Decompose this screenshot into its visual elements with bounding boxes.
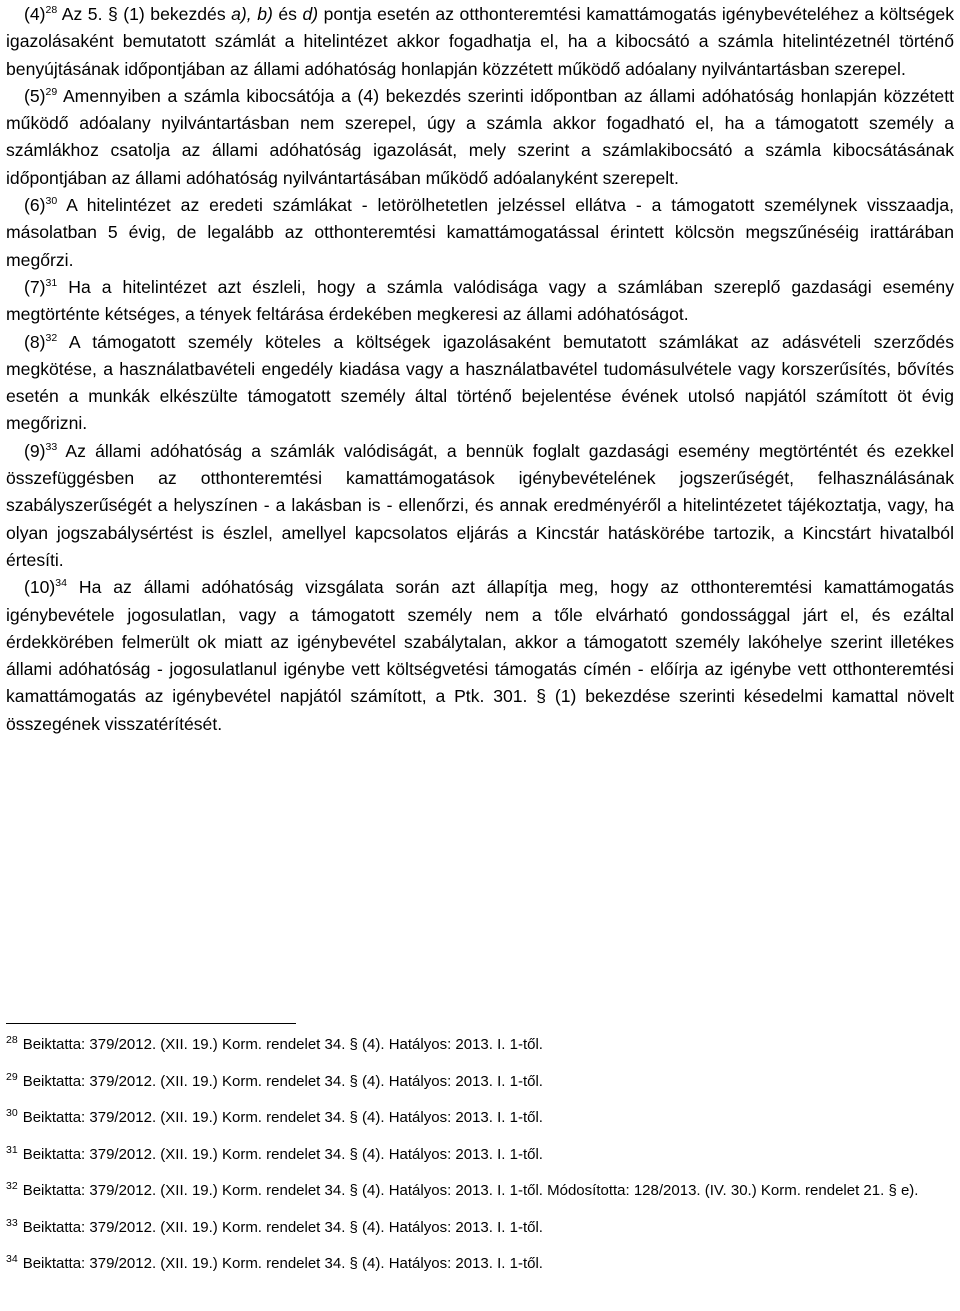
paragraph-text: Ha a hitelintézet azt észleli, hogy a számla valódisága vagy a számlában szereplő gazdasági esemény megtörténte kétséges, a tények feltárása érdekében megkeresi az állami adóhatóságot.: [6, 276, 955, 325]
footnote-text: Beiktatta: 379/2012. (XII. 19.) Korm. rendelet 34. § (4). Hatályos: 2013. I. 1-től.: [22, 1036, 543, 1053]
document-page: [6, 0, 954, 1311]
paragraph-number: $(10)^{34}$: [24, 577, 67, 598]
paragraph-4: [6, 1, 954, 83]
footnote-text: Beiktatta: 379/2012. (XII. 19.) Korm. rendelet 34. § (4). Hatályos: 2013. I. 1-től. Módosította: 128/2013. (IV. 30.) Korm. rendelet 21. § e).: [22, 1182, 919, 1199]
paragraph-10: [6, 574, 954, 738]
footnote-marker: 33: [6, 1216, 18, 1229]
footnote-text: Beiktatta: 379/2012. (XII. 19.) Korm. rendelet 34. § (4). Hatályos: 2013. I. 1-től.: [22, 1072, 543, 1090]
footnote-reference[interactable]: 28: [45, 4, 58, 16]
document-body: [6, 1, 954, 738]
footnote-text: Beiktatta: 379/2012. (XII. 19.) Korm. rendelet 34. § (4). Hatályos: 2013. I. 1-től.: [22, 1145, 543, 1163]
paragraph-text: Amennyiben a számla kibocsátója a (4) bekezdés szerinti időpontban az állami adóhatóság honlapján közzétett működő adóalany nyilvántartásban nem szerepel, úgy a számla akkor fogadható el, ha a támogatott személy a számlákhoz csatolja az állami adóhatóság igazolását, mely szerint a számlakibocsátó a számla kibocsátásának időpontjában az állami adóhatóság nyilvántartásában működő adóalanyként szerepelt.: [6, 85, 954, 188]
footnote-marker: 31: [6, 1143, 18, 1156]
footnote-text: Beiktatta: 379/2012. (XII. 19.) Korm. rendelet 34. § (4). Hatályos: 2013. I. 1-től.: [22, 1255, 543, 1272]
footnote-reference[interactable]: 33: [45, 440, 58, 453]
footnote-30: [6, 1107, 954, 1128]
paragraph-number: $(7)^{31}$: [24, 276, 58, 297]
footnote-marker: 28: [6, 1034, 18, 1046]
paragraph-5: [6, 83, 954, 192]
paragraph-number: $(8)^{32}$: [24, 331, 58, 352]
paragraph-number: $(6)^{30}$: [24, 195, 58, 216]
footnote-marker: 30: [6, 1107, 18, 1119]
footnote-28: [6, 1034, 954, 1055]
footnote-32: [6, 1180, 954, 1201]
footnote-31: [6, 1144, 954, 1165]
footnote-marker: 34: [6, 1253, 18, 1265]
footnote-reference[interactable]: 32: [45, 331, 58, 344]
footnote-text: Beiktatta: 379/2012. (XII. 19.) Korm. rendelet 34. § (4). Hatályos: 2013. I. 1-től.: [22, 1109, 543, 1126]
paragraph-text: Ha az állami adóhatóság vizsgálata során azt állapítja meg, hogy az otthonteremtési kamattámogatás igénybevétele jogosulatlan, vagy a támogatott személy nem a tőle elvárható gondossággal járt el, és ezáltal érdekkörében felmerült ok miatt az igénybevétel szabálytalan, akkor a támogatott személy lakóhelye szerint illetékes állami adóhatóság - jogosulatlanul igénybe vett költségvetési támogatás címén - előírja az igénybe vett otthonteremtési kamattámogatás az igénybevétel napjától számított, a Ptk. 301. § (1) bekezdése szerinti késedelmi kamattal növelt összegének visszatérítését.: [6, 577, 954, 734]
paragraph-8: [6, 329, 954, 438]
footnote-33: [6, 1217, 954, 1238]
paragraph-6: [6, 192, 954, 274]
footnote-reference[interactable]: 34: [55, 577, 67, 590]
paragraph-lead: Az 5. § (1) bekezdés: [61, 4, 232, 24]
paragraph-number: $(9)^{33}$: [24, 440, 58, 461]
paragraph-text: pontja esetén az otthonteremtési kamattámogatás igénybevételéhez a költségek igazolásaként bemutatott számlát a hitelintézet akkor fogadhatja el, ha a kibocsátó a számla hitelintézetnél történő benyújtásának időpontjában az állami adóhatóság honlapján közzétett működő adóalany nyilvántartásban szerepel.: [6, 4, 954, 79]
footnote-text: Beiktatta: 379/2012. (XII. 19.) Korm. rendelet 34. § (4). Hatályos: 2013. I. 1-től.: [22, 1218, 543, 1236]
footnote-34: [6, 1253, 954, 1274]
paragraph-7: [6, 274, 954, 329]
paragraph-number: $(5)^{29}$: [24, 85, 58, 106]
paragraph-number: $(4)^{28}$: [24, 4, 58, 24]
paragraph-italic-points: a), b): [231, 4, 273, 24]
paragraph-text: A hitelintézet az eredeti számlákat - letörölhetetlen jelzéssel ellátva - a támogatott személynek visszaadja, másolatban 5 évig, de legalább az otthonteremtési kamattámogatással érintett kölcsön megszűnéséig irattárában megőrzi.: [6, 195, 954, 270]
paragraph-italic-point-d: d): [302, 4, 319, 24]
footnote-marker: 29: [6, 1070, 18, 1083]
footnote-reference[interactable]: 29: [45, 85, 58, 98]
paragraph-9: [6, 438, 954, 574]
footnote-marker: 32: [6, 1180, 18, 1192]
footnote-reference[interactable]: 31: [45, 276, 58, 289]
paragraph-text: Az állami adóhatóság a számlák valódiságát, a bennük foglalt gazdasági esemény megtörténtét és ezekkel összefüggésben az otthonteremtési kamattámogatások igénybevételének jogszerűségét, felhasználásának szabályszerűségét a helyszínen - a lakásban is - ellenőrzi, és annak eredményéről a hitelintézetet tájékoztatja, vagy, ha olyan jogszabálysértést is észlel, amellyel kapcsolatos eljárás a Kincstár hatáskörébe tartozik, a Kincstárt hivatalból értesíti.: [6, 440, 955, 570]
footnote-separator: [6, 1023, 296, 1024]
paragraph-text: A támogatott személy köteles a költségek igazolásaként bemutatott számlákat az adásvételi szerződés megkötése, a használatbavételi engedély kiadása vagy a használatbavétel tudomásulvétele vagy korszerűsítés, bővítés esetén a munkák elkészülte támogatott személy által történő bejelentése évének utolsó napjától számított öt évig megőrizni.: [6, 331, 954, 434]
footnotes-section: [6, 1034, 954, 1290]
footnote-29: [6, 1071, 954, 1092]
paragraph-mid: és: [272, 4, 303, 24]
footnote-reference[interactable]: 30: [45, 195, 58, 208]
